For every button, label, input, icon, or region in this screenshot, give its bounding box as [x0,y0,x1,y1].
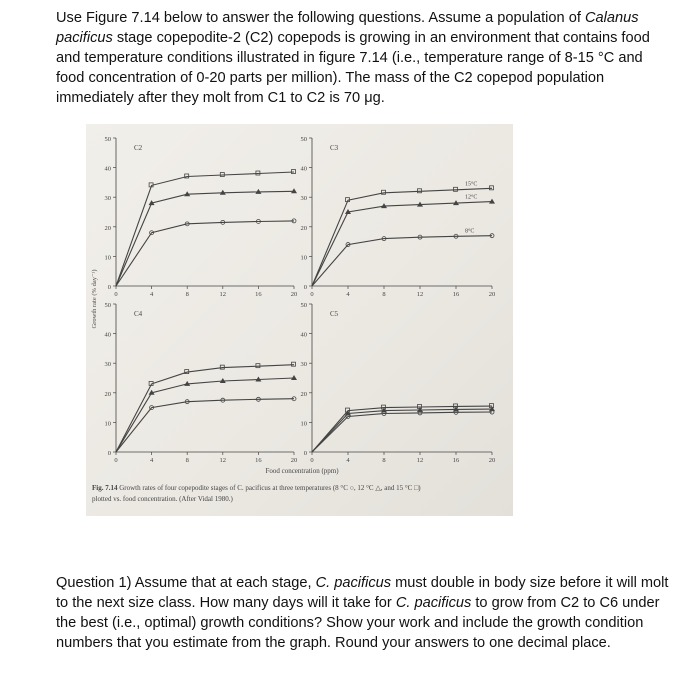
x-tick-label: 12 [416,457,424,464]
y-tick-label: 40 [300,165,307,173]
caption-label: Fig. 7.14 [92,484,120,492]
intro-part-1: Use Figure 7.14 below to answer the following questions. Assume a population of [56,10,581,26]
x-tick-label: 0 [114,457,118,464]
x-axis-label: Food concentration (ppm) [265,467,339,475]
x-tick-label: 4 [346,457,350,464]
temp-label: 15°C [465,181,478,188]
question-part-2: must double in body size before it will molt to the next size class. How many days will it take for [56,575,669,611]
y-tick-label: 20 [300,390,307,398]
x-tick-label: 8 [382,291,386,298]
data-point-triangle [291,188,297,193]
y-tick-label: 0 [107,284,111,291]
data-point-triangle [291,375,297,380]
y-tick-label: 30 [300,195,307,203]
x-tick-label: 4 [149,457,154,464]
y-tick-label: 40 [104,331,111,339]
y-tick-label: 40 [104,165,111,173]
x-tick-label: 16 [452,291,460,298]
question-1 [56,573,676,653]
growth-curve-12c [312,202,492,286]
growth-curve-12c [116,191,294,286]
growth-curve-8c [116,221,294,286]
stage-label: C5 [330,310,339,318]
growth-curve-12c [312,409,492,452]
y-tick-label: 20 [104,224,111,232]
x-tick-label: 8 [382,457,386,464]
question-part-3: to grow from C2 to C6 under the best (i.e., optimal) growth conditions? Show your work and include the growth condition numbers that you estimate from the graph. Round your answers to one decimal place. [56,595,660,651]
question-species-1: C. pacificus [315,575,392,591]
x-tick-label: 16 [255,457,262,464]
y-tick-label: 0 [107,450,111,457]
stage-label: C3 [330,144,339,152]
y-tick-label: 20 [104,390,111,398]
species-name: Calanus pacificus [56,10,639,46]
y-tick-label: 0 [303,284,307,291]
x-tick-label: 0 [310,291,314,298]
growth-curve-15c [116,172,294,286]
x-tick-label: 0 [310,457,314,464]
x-tick-label: 20 [488,291,496,298]
x-tick-label: 12 [416,291,424,298]
x-tick-label: 8 [185,457,189,464]
y-tick-label: 30 [104,195,111,203]
x-tick-label: 4 [346,291,350,298]
stage-label: C2 [134,144,143,152]
y-tick-label: 50 [300,302,307,309]
temp-label: 8°C [465,228,475,235]
y-tick-label: 10 [104,254,111,262]
question-species-2: C. pacificus [395,595,472,611]
intro-text [56,8,656,108]
figure-caption [92,484,421,492]
growth-curve-8c [312,236,492,286]
x-tick-label: 20 [290,457,298,464]
x-tick-label: 0 [114,291,118,298]
growth-curve-8c [312,412,492,452]
y-tick-label: 10 [300,254,307,262]
intro-part-2: stage copepodite-2 (C2) copepods is growing in an environment that contains food and temperature conditions illustrated in figure 7.14 (i.e., temperature range of 8-15 °C and food concentration of 0-20 parts per million). The mass of the C2 copepod population immediately after they molt from C1 to C2 is 70 μg. [56,30,650,106]
x-tick-label: 8 [185,291,189,298]
question-part-1: Question 1) Assume that at each stage, [56,575,312,591]
caption-line-1: Growth rates of four copepodite stages of C. pacificus at three temperatures (8 °C ○, 12 °C △, and 15 °C □) [119,484,421,492]
y-tick-label: 10 [104,420,111,428]
x-tick-label: 4 [149,291,154,298]
x-tick-label: 12 [219,291,227,298]
y-tick-label: 50 [104,302,111,309]
x-tick-label: 20 [290,291,298,298]
y-tick-label: 30 [104,361,111,369]
y-tick-label: 50 [104,136,111,143]
y-tick-label: 10 [300,420,307,428]
x-tick-label: 16 [255,291,262,298]
y-tick-label: 30 [300,361,307,369]
y-tick-label: 20 [300,224,307,232]
growth-curve-12c [116,378,294,452]
y-axis-label: Growth rate (% day⁻¹) [91,269,98,329]
stage-label: C4 [134,310,143,318]
y-tick-label: 40 [300,331,307,339]
figure-caption-line-2: plotted vs. food concentration. (After Vidal 1980.) [92,495,233,503]
y-tick-label: 0 [303,450,307,457]
figure-photo [86,124,513,516]
x-tick-label: 20 [488,457,496,464]
temp-label: 12°C [465,194,478,201]
y-tick-label: 50 [300,136,307,143]
figure-7-14 [86,124,513,516]
x-tick-label: 12 [219,457,227,464]
x-tick-label: 16 [452,457,460,464]
